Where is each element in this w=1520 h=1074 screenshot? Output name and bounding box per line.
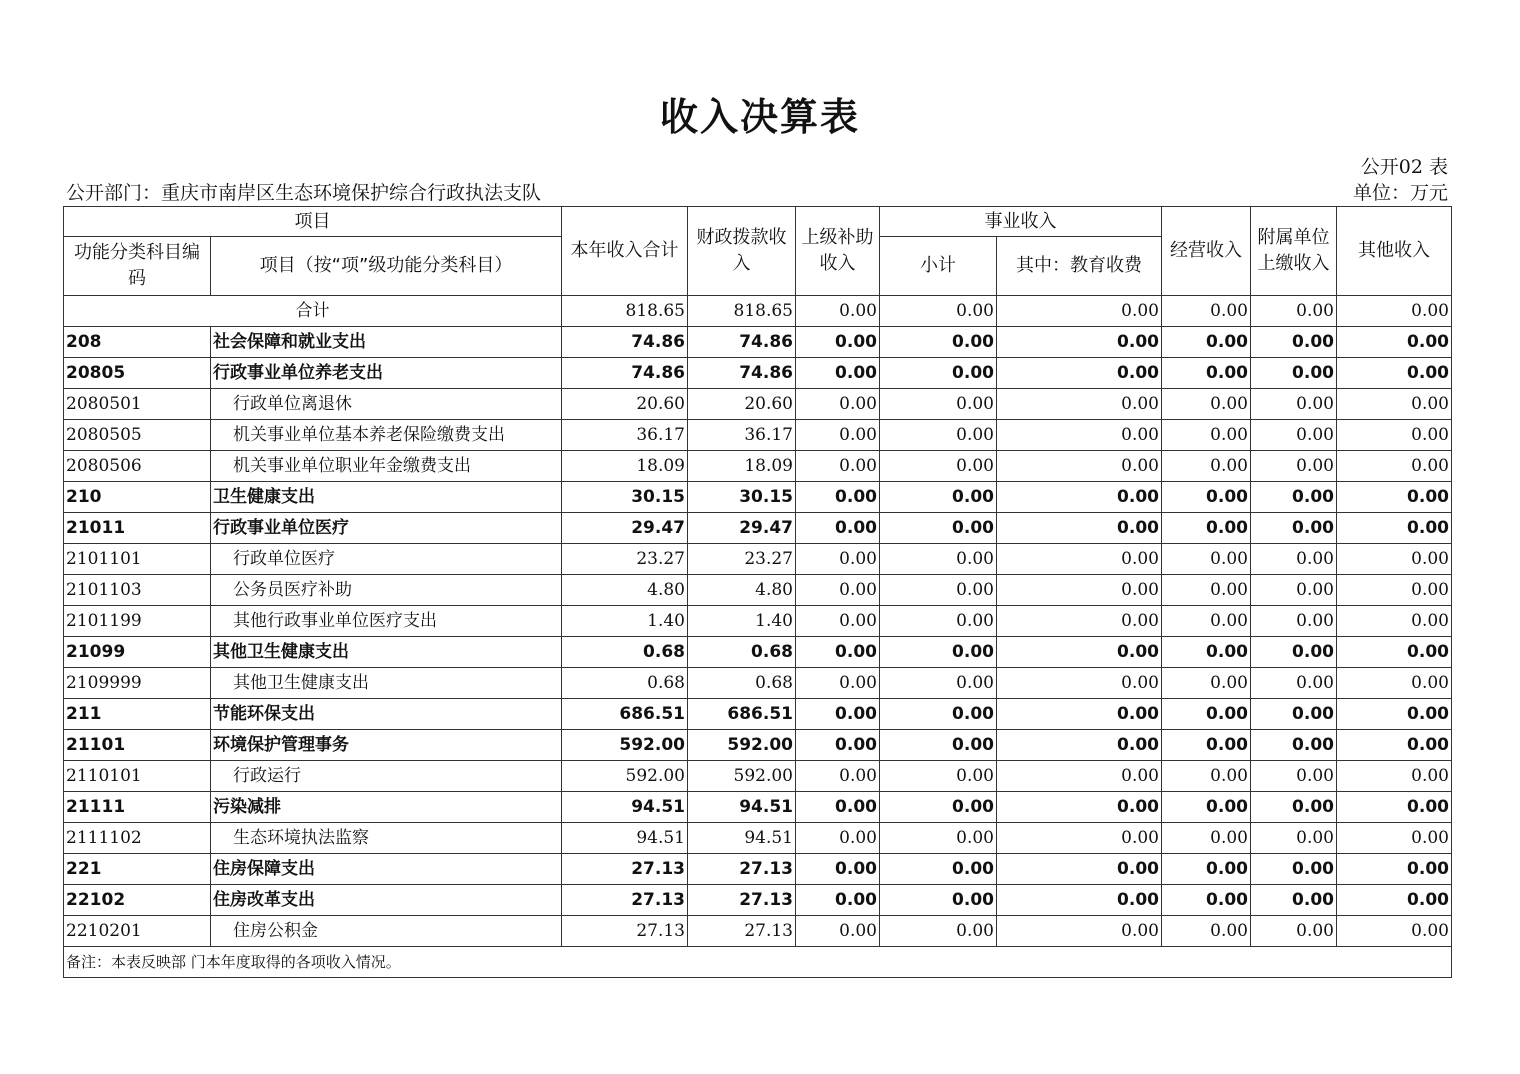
row-value: 0.00 bbox=[796, 668, 880, 699]
row-value: 27.13 bbox=[562, 885, 688, 916]
total-cell: 0.00 bbox=[997, 296, 1162, 327]
table-row bbox=[64, 451, 1452, 482]
row-value: 0.00 bbox=[796, 761, 880, 792]
row-name: 住房公积金 bbox=[211, 916, 562, 947]
row-value: 686.51 bbox=[562, 699, 688, 730]
row-code: 21099 bbox=[64, 637, 211, 668]
row-name: 住房改革支出 bbox=[211, 885, 562, 916]
header-business: 事业收入 bbox=[880, 207, 1162, 237]
row-value: 0.00 bbox=[1162, 885, 1251, 916]
table-row bbox=[64, 668, 1452, 699]
row-value: 0.00 bbox=[880, 327, 997, 358]
table-row bbox=[64, 389, 1452, 420]
table-row bbox=[64, 327, 1452, 358]
row-value: 0.00 bbox=[997, 420, 1162, 451]
row-value: 0.00 bbox=[1337, 761, 1452, 792]
row-value: 0.00 bbox=[1337, 482, 1452, 513]
row-value: 0.00 bbox=[1162, 637, 1251, 668]
row-name: 污染减排 bbox=[211, 792, 562, 823]
row-value: 0.00 bbox=[1162, 482, 1251, 513]
row-value: 0.00 bbox=[880, 668, 997, 699]
row-value: 74.86 bbox=[562, 358, 688, 389]
row-value: 0.00 bbox=[796, 606, 880, 637]
row-value: 0.00 bbox=[796, 823, 880, 854]
row-value: 0.00 bbox=[1162, 730, 1251, 761]
row-value: 0.68 bbox=[562, 668, 688, 699]
row-value: 0.68 bbox=[688, 668, 796, 699]
row-value: 0.00 bbox=[997, 699, 1162, 730]
row-value: 94.51 bbox=[688, 792, 796, 823]
total-cell: 0.00 bbox=[796, 296, 880, 327]
row-value: 0.00 bbox=[1162, 699, 1251, 730]
row-value: 27.13 bbox=[562, 854, 688, 885]
row-code: 21101 bbox=[64, 730, 211, 761]
row-value: 23.27 bbox=[562, 544, 688, 575]
row-value: 0.00 bbox=[880, 606, 997, 637]
row-value: 0.00 bbox=[997, 327, 1162, 358]
row-value: 0.00 bbox=[997, 637, 1162, 668]
row-value: 1.40 bbox=[688, 606, 796, 637]
row-value: 0.00 bbox=[1251, 823, 1337, 854]
row-value: 27.13 bbox=[688, 854, 796, 885]
row-value: 0.00 bbox=[880, 637, 997, 668]
table-row bbox=[64, 916, 1452, 947]
row-code: 208 bbox=[64, 327, 211, 358]
row-code: 2210201 bbox=[64, 916, 211, 947]
row-code: 2101101 bbox=[64, 544, 211, 575]
row-value: 0.00 bbox=[1337, 637, 1452, 668]
row-value: 0.00 bbox=[880, 854, 997, 885]
row-value: 4.80 bbox=[562, 575, 688, 606]
department-label: 公开部门：重庆市南岸区生态环境保护综合行政执法支队 bbox=[66, 182, 542, 204]
row-value: 0.00 bbox=[997, 606, 1162, 637]
page-title: 收入决算表 bbox=[659, 95, 860, 139]
row-value: 23.27 bbox=[688, 544, 796, 575]
row-value: 0.00 bbox=[997, 389, 1162, 420]
row-value: 1.40 bbox=[562, 606, 688, 637]
row-value: 0.00 bbox=[1251, 637, 1337, 668]
row-value: 94.51 bbox=[562, 823, 688, 854]
row-value: 686.51 bbox=[688, 699, 796, 730]
row-value: 0.00 bbox=[1162, 668, 1251, 699]
row-value: 0.00 bbox=[1251, 327, 1337, 358]
header-education: 其中：教育收费 bbox=[997, 237, 1162, 296]
row-value: 0.00 bbox=[880, 513, 997, 544]
income-table bbox=[63, 206, 1452, 978]
row-value: 0.00 bbox=[880, 916, 997, 947]
row-value: 0.00 bbox=[1337, 513, 1452, 544]
row-value: 18.09 bbox=[562, 451, 688, 482]
row-value: 0.00 bbox=[1337, 916, 1452, 947]
row-value: 0.68 bbox=[562, 637, 688, 668]
row-value: 0.00 bbox=[1251, 885, 1337, 916]
row-value: 0.00 bbox=[997, 854, 1162, 885]
row-value: 29.47 bbox=[688, 513, 796, 544]
row-value: 0.00 bbox=[997, 792, 1162, 823]
row-code: 2109999 bbox=[64, 668, 211, 699]
row-value: 0.00 bbox=[880, 482, 997, 513]
row-value: 0.00 bbox=[1162, 761, 1251, 792]
row-value: 0.00 bbox=[880, 451, 997, 482]
total-cell: 818.65 bbox=[688, 296, 796, 327]
total-cell: 0.00 bbox=[880, 296, 997, 327]
row-name: 其他行政事业单位医疗支出 bbox=[211, 606, 562, 637]
row-value: 0.00 bbox=[1251, 389, 1337, 420]
row-value: 0.00 bbox=[880, 730, 997, 761]
table-row bbox=[64, 606, 1452, 637]
row-value: 0.00 bbox=[880, 358, 997, 389]
row-value: 0.00 bbox=[1337, 885, 1452, 916]
row-value: 30.15 bbox=[688, 482, 796, 513]
row-value: 20.60 bbox=[562, 389, 688, 420]
row-value: 0.00 bbox=[1251, 668, 1337, 699]
row-value: 0.00 bbox=[880, 575, 997, 606]
row-value: 36.17 bbox=[562, 420, 688, 451]
row-value: 0.00 bbox=[997, 358, 1162, 389]
row-value: 592.00 bbox=[562, 761, 688, 792]
row-value: 0.00 bbox=[796, 327, 880, 358]
row-value: 0.00 bbox=[1337, 327, 1452, 358]
row-value: 0.00 bbox=[1162, 792, 1251, 823]
row-value: 0.00 bbox=[1337, 544, 1452, 575]
row-name: 机关事业单位职业年金缴费支出 bbox=[211, 451, 562, 482]
row-value: 0.00 bbox=[1251, 575, 1337, 606]
row-value: 0.00 bbox=[1251, 358, 1337, 389]
row-code: 2080506 bbox=[64, 451, 211, 482]
table-row bbox=[64, 637, 1452, 668]
table-row bbox=[64, 885, 1452, 916]
row-value: 74.86 bbox=[688, 327, 796, 358]
row-name: 行政运行 bbox=[211, 761, 562, 792]
row-value: 0.00 bbox=[796, 513, 880, 544]
row-value: 0.00 bbox=[1337, 668, 1452, 699]
form-number: 公开02 表 bbox=[1360, 156, 1448, 178]
row-value: 0.00 bbox=[1251, 544, 1337, 575]
row-value: 30.15 bbox=[562, 482, 688, 513]
header-fiscal: 财政拨款收入 bbox=[688, 207, 796, 296]
header-operating: 经营收入 bbox=[1162, 207, 1251, 296]
row-value: 0.00 bbox=[1251, 420, 1337, 451]
row-code: 211 bbox=[64, 699, 211, 730]
header-other: 其他收入 bbox=[1337, 207, 1452, 296]
row-value: 0.00 bbox=[1162, 544, 1251, 575]
row-value: 0.00 bbox=[997, 761, 1162, 792]
row-value: 0.00 bbox=[1337, 823, 1452, 854]
row-value: 0.00 bbox=[796, 854, 880, 885]
table-row bbox=[64, 823, 1452, 854]
total-cell: 0.00 bbox=[1162, 296, 1251, 327]
row-value: 0.00 bbox=[796, 451, 880, 482]
row-value: 0.00 bbox=[880, 544, 997, 575]
row-name: 生态环境执法监察 bbox=[211, 823, 562, 854]
row-code: 21011 bbox=[64, 513, 211, 544]
row-value: 4.80 bbox=[688, 575, 796, 606]
table-row bbox=[64, 699, 1452, 730]
total-cell: 0.00 bbox=[1337, 296, 1452, 327]
row-value: 0.00 bbox=[997, 916, 1162, 947]
row-value: 0.00 bbox=[997, 730, 1162, 761]
row-value: 27.13 bbox=[688, 885, 796, 916]
row-value: 0.00 bbox=[997, 668, 1162, 699]
row-code: 2111102 bbox=[64, 823, 211, 854]
table-row bbox=[64, 792, 1452, 823]
row-value: 0.00 bbox=[1337, 854, 1452, 885]
total-cell: 0.00 bbox=[1251, 296, 1337, 327]
total-label: 合计 bbox=[64, 296, 562, 327]
row-value: 0.00 bbox=[1162, 606, 1251, 637]
row-value: 0.00 bbox=[997, 482, 1162, 513]
row-name: 住房保障支出 bbox=[211, 854, 562, 885]
row-name: 公务员医疗补助 bbox=[211, 575, 562, 606]
row-value: 0.00 bbox=[1251, 792, 1337, 823]
row-value: 0.00 bbox=[1251, 699, 1337, 730]
row-value: 0.00 bbox=[880, 761, 997, 792]
row-value: 0.00 bbox=[880, 885, 997, 916]
table-row bbox=[64, 513, 1452, 544]
header-upper: 上级补助收入 bbox=[796, 207, 880, 296]
row-value: 0.00 bbox=[1337, 358, 1452, 389]
row-value: 0.00 bbox=[1162, 916, 1251, 947]
row-value: 0.00 bbox=[880, 389, 997, 420]
row-value: 74.86 bbox=[688, 358, 796, 389]
row-name: 其他卫生健康支出 bbox=[211, 637, 562, 668]
row-value: 74.86 bbox=[562, 327, 688, 358]
row-value: 0.68 bbox=[688, 637, 796, 668]
row-value: 0.00 bbox=[796, 482, 880, 513]
row-value: 0.00 bbox=[997, 451, 1162, 482]
header-name: 项目（按“项”级功能分类科目） bbox=[211, 237, 562, 296]
table-note: 备注：本表反映部 门本年度取得的各项收入情况。 bbox=[64, 947, 1452, 978]
row-value: 0.00 bbox=[796, 885, 880, 916]
row-value: 94.51 bbox=[688, 823, 796, 854]
row-value: 20.60 bbox=[688, 389, 796, 420]
row-value: 0.00 bbox=[997, 885, 1162, 916]
row-code: 2080505 bbox=[64, 420, 211, 451]
row-value: 0.00 bbox=[880, 823, 997, 854]
row-name: 环境保护管理事务 bbox=[211, 730, 562, 761]
row-value: 0.00 bbox=[796, 358, 880, 389]
row-code: 210 bbox=[64, 482, 211, 513]
row-value: 0.00 bbox=[1162, 854, 1251, 885]
row-value: 0.00 bbox=[1337, 451, 1452, 482]
row-code: 221 bbox=[64, 854, 211, 885]
table-row bbox=[64, 854, 1452, 885]
row-value: 0.00 bbox=[1251, 916, 1337, 947]
row-value: 0.00 bbox=[880, 699, 997, 730]
row-value: 0.00 bbox=[880, 792, 997, 823]
row-name: 卫生健康支出 bbox=[211, 482, 562, 513]
row-value: 0.00 bbox=[1162, 327, 1251, 358]
row-name: 行政事业单位养老支出 bbox=[211, 358, 562, 389]
row-value: 0.00 bbox=[1162, 451, 1251, 482]
row-value: 0.00 bbox=[1251, 482, 1337, 513]
table-row bbox=[64, 575, 1452, 606]
row-value: 27.13 bbox=[562, 916, 688, 947]
row-value: 0.00 bbox=[1162, 389, 1251, 420]
header-affiliated: 附属单位上缴收入 bbox=[1251, 207, 1337, 296]
row-value: 0.00 bbox=[1251, 451, 1337, 482]
row-value: 0.00 bbox=[1251, 730, 1337, 761]
row-code: 22102 bbox=[64, 885, 211, 916]
row-value: 0.00 bbox=[1162, 420, 1251, 451]
row-code: 2101103 bbox=[64, 575, 211, 606]
row-value: 94.51 bbox=[562, 792, 688, 823]
row-value: 0.00 bbox=[997, 823, 1162, 854]
row-code: 2080501 bbox=[64, 389, 211, 420]
row-value: 0.00 bbox=[796, 730, 880, 761]
total-row bbox=[64, 296, 1452, 327]
table-row bbox=[64, 544, 1452, 575]
row-value: 0.00 bbox=[1251, 513, 1337, 544]
row-name: 社会保障和就业支出 bbox=[211, 327, 562, 358]
row-value: 0.00 bbox=[1337, 699, 1452, 730]
row-value: 0.00 bbox=[1337, 575, 1452, 606]
row-value: 0.00 bbox=[1337, 792, 1452, 823]
row-value: 0.00 bbox=[997, 575, 1162, 606]
row-value: 36.17 bbox=[688, 420, 796, 451]
row-value: 0.00 bbox=[1337, 606, 1452, 637]
note-row bbox=[64, 947, 1452, 978]
row-value: 0.00 bbox=[1337, 420, 1452, 451]
row-value: 0.00 bbox=[1251, 761, 1337, 792]
row-code: 21111 bbox=[64, 792, 211, 823]
row-value: 0.00 bbox=[1251, 854, 1337, 885]
row-value: 0.00 bbox=[1162, 358, 1251, 389]
row-value: 0.00 bbox=[796, 575, 880, 606]
row-name: 节能环保支出 bbox=[211, 699, 562, 730]
row-value: 0.00 bbox=[1337, 730, 1452, 761]
table-row bbox=[64, 358, 1452, 389]
row-name: 其他卫生健康支出 bbox=[211, 668, 562, 699]
row-value: 0.00 bbox=[796, 637, 880, 668]
row-value: 0.00 bbox=[1337, 389, 1452, 420]
row-code: 2110101 bbox=[64, 761, 211, 792]
table-row bbox=[64, 730, 1452, 761]
row-value: 0.00 bbox=[796, 916, 880, 947]
total-cell: 818.65 bbox=[562, 296, 688, 327]
row-value: 0.00 bbox=[1162, 823, 1251, 854]
row-name: 行政单位离退休 bbox=[211, 389, 562, 420]
header-project: 项目 bbox=[64, 207, 562, 237]
row-value: 0.00 bbox=[997, 513, 1162, 544]
row-value: 0.00 bbox=[796, 389, 880, 420]
row-value: 0.00 bbox=[796, 544, 880, 575]
row-value: 592.00 bbox=[688, 761, 796, 792]
table-row bbox=[64, 420, 1452, 451]
row-value: 0.00 bbox=[796, 792, 880, 823]
row-value: 0.00 bbox=[796, 699, 880, 730]
row-value: 27.13 bbox=[688, 916, 796, 947]
row-name: 机关事业单位基本养老保险缴费支出 bbox=[211, 420, 562, 451]
table-row bbox=[64, 482, 1452, 513]
row-value: 592.00 bbox=[688, 730, 796, 761]
row-code: 2101199 bbox=[64, 606, 211, 637]
row-value: 0.00 bbox=[1251, 606, 1337, 637]
table-row bbox=[64, 761, 1452, 792]
row-value: 0.00 bbox=[1162, 513, 1251, 544]
header-code: 功能分类科目编码 bbox=[64, 237, 211, 296]
row-value: 29.47 bbox=[562, 513, 688, 544]
row-code: 20805 bbox=[64, 358, 211, 389]
header-total: 本年收入合计 bbox=[562, 207, 688, 296]
row-value: 0.00 bbox=[997, 544, 1162, 575]
row-value: 0.00 bbox=[1162, 575, 1251, 606]
header-subtotal: 小计 bbox=[880, 237, 997, 296]
row-name: 行政单位医疗 bbox=[211, 544, 562, 575]
row-value: 592.00 bbox=[562, 730, 688, 761]
row-value: 0.00 bbox=[796, 420, 880, 451]
row-value: 18.09 bbox=[688, 451, 796, 482]
row-name: 行政事业单位医疗 bbox=[211, 513, 562, 544]
row-value: 0.00 bbox=[880, 420, 997, 451]
unit-label: 单位：万元 bbox=[1352, 182, 1448, 204]
